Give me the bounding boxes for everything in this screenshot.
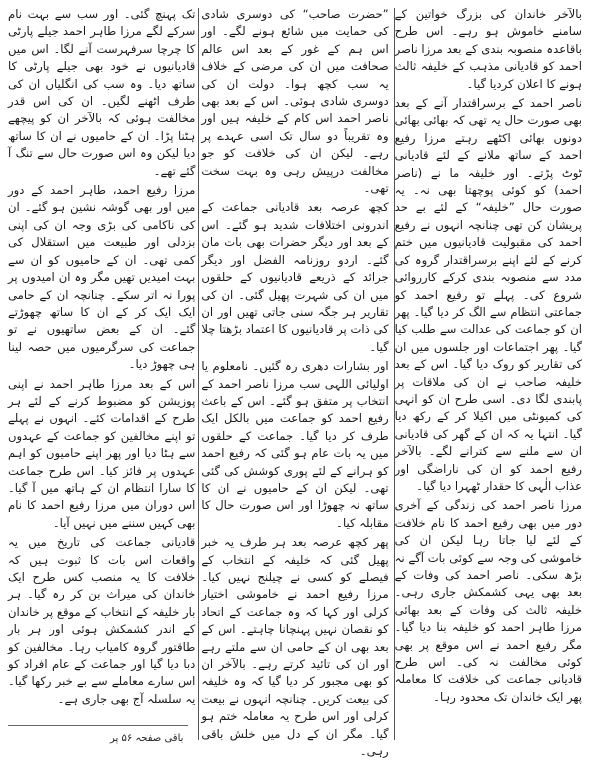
continuation-note: باقی صفحہ ۵۶ پر xyxy=(110,733,184,744)
paragraph: مرزا ناصر احمد کی زندگی کے آخری دور میں بھی رفیع احمد کا نام خلافت کے لئے لیا جاتا رہا لیکن ان کی خاموشی کی وجہ سے کوئی بات آگے نہ بڑھ سکی۔ ناصر احمد کی وفات کے بعد بھی یہی کشمکش جاری رہی۔ خلیفہ ثالث کی وفات کے بعد بھائی مرزا طاہر احمد کو خلیفہ بنا دیا گیا۔ مگر رفیع احمد نے اس موقع پر بھی کوئی مخالفت نہ کی۔ اس طرح قادیانی جماعت کی خلافت کا معاملہ پھر ایک خاندان تک محدود رہا۔ xyxy=(394,498,582,704)
footer-divider xyxy=(8,725,188,726)
paragraph: مرزا رفیع احمد، طاہر احمد کے دور میں اور بھی گوشہ نشین ہو گئے۔ ان کی ناکامی کی بڑی وجہ ان کی اپنی بزدلی اور طبیعت میں استقلال کی کمی تھی۔ ان کے حامیوں کو ان سے بہت امیدیں تھیں مگر وہ ان امیدوں پر پورا نہ اتر سکے۔ چنانچہ ان کے حامی ایک ایک کر کے ان کا ساتھ چھوڑتے گئے۔ ان کے بعض ساتھیوں نے تو جماعت کی سرگرمیوں میں حصہ لینا ہی چھوڑ دیا۔ xyxy=(8,183,196,372)
column-left xyxy=(8,6,195,744)
paragraph: بالآخر خاندان کی بزرگ خواتین کے سامنے خاموش ہو رہے۔ اس طرح باقاعدہ منصوبہ بندی کے بعد مرزا ناصر احمد کو قادیانی مذہب کے خلیفہ ثالث ہونے کا اعلان کردیا گیا۔ xyxy=(394,7,582,91)
paragraph: ”حضرت صاحب“ کی دوسری شادی کی حمایت میں شائع ہونے لگے۔ اور اس ہم کے غور کے بعد اس عالم صحافت میں ان کی مرضی کے خلاف یہ سب کچھ ہوا۔ دولت ان کی دوسری شادی ہوئی۔ اس کے بعد بھی ناصر احمد اس کام کے خلیفہ ہیں اور وہ تقریباً دو سال تک اسی عہدے پر رہے۔ لیکن ان کی خلافت کو جو مخالفت درپیش رہی وہ بہت سخت تھی۔ xyxy=(201,7,389,196)
column-divider xyxy=(198,8,199,740)
paragraph: اس کے بعد مرزا طاہر احمد نے اپنی پوزیشن کو مضبوط کرنے کے لئے ہر طرح کے اقدامات کئے۔ انہوں نے پہلے تو اپنے مخالفین کو جماعت کے عہدوں سے ہٹا دیا اور پھر اپنے حامیوں کو اہم عہدوں پر فائز کیا۔ اس طرح جماعت کا سارا انتظام ان کے ہاتھ میں آ گیا۔ اس دوران میں مرزا رفیع احمد کا نام بھی کہیں سننے میں نہیں آیا۔ xyxy=(8,376,196,530)
column-divider xyxy=(394,8,395,740)
paragraph: قادیانی جماعت کی تاریخ میں یہ واقعات اس بات کا ثبوت ہیں کہ خلافت کا یہ منصب کس طرح ایک خاندان کی میراث بن کر رہ گیا۔ ہر بار خلیفہ کے انتخاب کے موقع پر خاندان کے اندر کشمکش ہوئی اور ہر بار طاقتور گروہ کامیاب رہا۔ مخالفین کو دبا دیا گیا اور جماعت کے عام افراد کو اس سارے معاملے سے بے خبر رکھا گیا۔ یہ سلسلہ آج بھی جاری ہے۔ xyxy=(8,535,196,706)
paragraph: تک پہنچ گئی۔ اور سب سے بہت نام سرکے لگے مرزا طاہر احمد جیلے پارٹی کا چرچا سرفہرست آنے لگا۔ اس میں قادیانیوں نے خود بھی جیلے پارٹی کا ساتھ دیا۔ وہ سب کی انگلیاں ان کی طرف اٹھنے لگیں۔ ان کی اس قدر مخالفت ہوئی کہ بالآخر ان کو پیچھے ہٹنا پڑا۔ ان کے حامیوں نے ان کا ساتھ دیا لیکن وہ اس صورت حال سے تنگ آ گئے تھے۔ xyxy=(8,7,196,178)
paragraph: اور بشارات دھری رہ گئیں۔ نامعلوم یا اولیائی اللہی سب مرزا ناصر احمد کے انتخاب پر متفق ہو گئے۔ اس کے باعث رفیع احمد کو جماعت میں بالکل ایک طرف کر دیا گیا۔ جماعت کے حلقوں میں یہ بات عام ہو گئی کہ رفیع احمد کو ہرانے کے لئے پوری کوشش کی گئی تھی۔ لیکن ان کے حامیوں نے ان کا ساتھ نہ چھوڑا اور اس صورت حال کا مقابلہ کیا۔ xyxy=(201,359,389,530)
column-right xyxy=(395,6,582,744)
paragraph: کچھ عرصہ بعد قادیانی جماعت کے اندرونی اختلافات شدید ہو گئے۔ اس کے بعد اور دیگر حضرات بھی بات مان گئے۔ اردو روزنامہ الفضل اور دیگر جرائد کے ذریعے قادیانیوں کے حلقوں میں ان کی شہرت پھیل گئی۔ ان کی تقاریر ہر جگہ سنی جاتی تھیں اور ان کی ذات پر قادیانیوں کا اعتماد بڑھتا چلا گیا۔ xyxy=(201,200,389,354)
paragraph: پھر کچھ عرصہ بعد ہر طرف یہ خبر پھیل گئی کہ خلیفہ کے انتخاب کے فیصلے کو کسی نے چیلنج نہیں کیا۔ مرزا رفیع احمد نے خاموشی اختیار کرلی اور کہا کہ وہ جماعت کے اتحاد کو نقصان نہیں پہنچانا چاہتے۔ اس کے بعد بھی ان کے حامی ان سے ملتے رہے اور ان کی تائید کرتے رہے۔ بالآخر ان کو بھی مجبور کر دیا گیا کہ وہ خلیفہ کی بیعت کریں۔ چنانچہ انہوں نے بیعت کرلی اور اس طرح یہ معاملہ ختم ہو گیا۔ مگر ان کے دل میں خلش باقی رہی۔ xyxy=(201,535,389,759)
paragraph: ناصر احمد کے برسراقتدار آنے کے بعد بھی صورت حال یہ تھی کہ بھائی بھائی دونوں بھائی اکٹھے رہتے مرزا رفیع احمد کے ساتھ ملانے کے لئے قادیانی ٹوٹ پڑتے۔ اور خلیفہ ما نے (ناصر احمد) کو کوئی پوچھتا بھی نہ۔ یہ صورت حال ”خلیفہ“ کے لئے بے حد پریشان کن تھی چنانچہ انہوں نے رفیع احمد کی مقبولیت قادیانیوں میں ختم کرنے کے لئے اپنے برسراقتدار گروہ کی مدد سے منصوبہ بندی کرکے کارروائی شروع کی۔ پہلے تو رفیع احمد کو جماعتی انتظام سے الگ کر دیا گیا۔ پھر ان کو جماعت کی عدالت سے طلب کیا گیا۔ پھر اجتماعات اور جلسوں میں ان کی تقاریر کو روک دیا گیا۔ اس کے بعد خلیفہ صاحب نے ان کی ملاقات پر پابندی لگا دی۔ اسی طرح ان کو انہی کی کمیونٹی میں اکیلا کر کے رکھ دیا گیا۔ انتہا یہ کہ ان کے گھر کی قادیانی ان سے ملنے سے کترانے لگے۔ بالآخر رفیع احمد کو ان کی ناراضگی اور عذاب الٰہی کا حقدار ٹھہرا دیا گیا۔ xyxy=(394,96,582,493)
column-middle xyxy=(201,6,389,759)
